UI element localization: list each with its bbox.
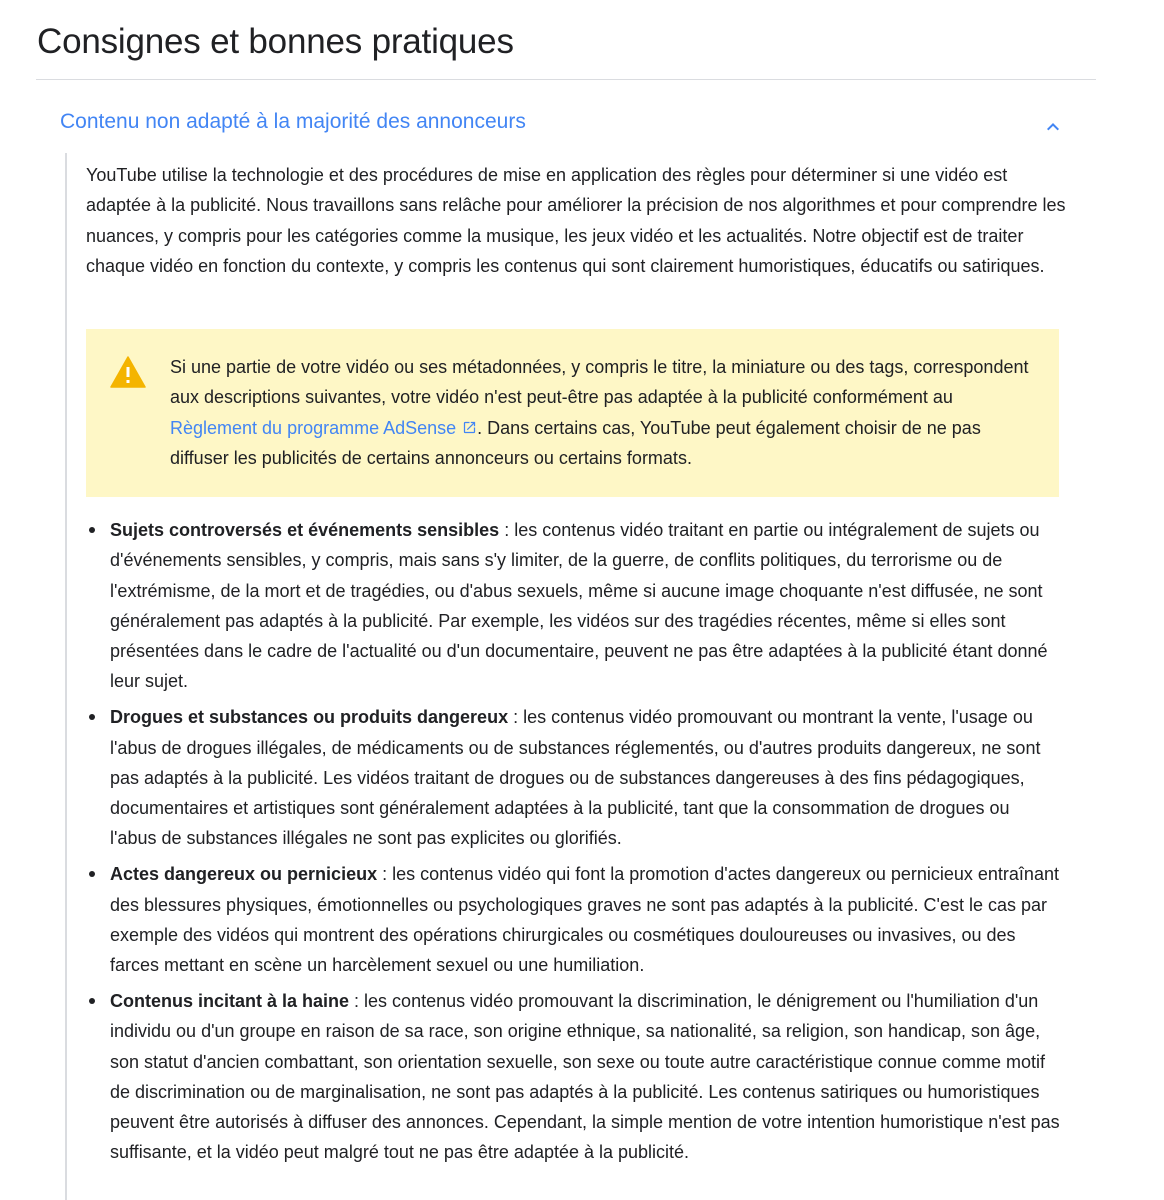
adsense-policy-link-label[interactable]: Règlement du programme AdSense xyxy=(170,417,457,438)
item-term: Contenus incitant à la haine xyxy=(110,990,350,1011)
item-term: Actes dangereux ou pernicieux xyxy=(110,864,378,885)
callout-text xyxy=(170,352,1030,473)
accordion-header[interactable] xyxy=(36,100,1076,148)
warning-callout xyxy=(86,329,1059,497)
list-item xyxy=(110,986,1060,1168)
guideline-list xyxy=(110,515,1060,1173)
list-item xyxy=(110,859,1060,980)
external-link-icon[interactable] xyxy=(462,420,477,435)
warning-icon xyxy=(110,356,146,388)
item-term: Drogues et substances ou produits dangereux xyxy=(110,707,509,728)
list-item xyxy=(110,702,1060,853)
accordion-content xyxy=(65,153,1077,1200)
callout-text-before: Si une partie de votre vidéo ou ses métadonnées, y compris le titre, la miniature ou des tags, correspondent aux descriptions suivantes, votre vidéo n'est peut-être pas adaptée à la publicité conformément au xyxy=(170,357,1029,408)
title-divider xyxy=(36,79,1096,80)
item-description: : les contenus vidéo promouvant ou montrant la vente, l'usage ou l'abus de drogues illégales, de médicaments ou de substances réglementés, ou d'autres produits dangereux, ne sont pas adaptés à la publicité. Les vidéos traitant de drogues ou de substances dangereuses à des fins pédagogiques, documentaires et artistiques sont généralement adaptées à la publicité, tant que la consommation de drogues ou l'abus de substances illégales ne sont pas explicites ou glorifiés. xyxy=(110,707,1041,849)
adsense-policy-link[interactable] xyxy=(170,418,477,438)
intro-paragraph: YouTube utilise la technologie et des procédures de mise en application des règles pour déterminer si une vidéo est adaptée à la publicité. Nous travaillons sans relâche pour améliorer la précision de nos algorithmes et pour comprendre les nuances, y compris pour les catégories comme la musique, les jeux vidéo et les actualités. Notre objectif est de traiter chaque vidéo en fonction du contexte, y compris les contenus qui sont clairement humoristiques, éducatifs ou satiriques. xyxy=(86,165,1066,276)
page-title: Consignes et bonnes pratiques xyxy=(37,22,514,61)
item-description: : les contenus vidéo promouvant la discrimination, le dénigrement ou l'humiliation d'un individu ou d'un groupe en raison de sa race, son origine ethnique, sa nationalité, sa religion, son handicap, son âge, son statut d'ancien combattant, son orientation sexuelle, son sexe ou toute autre caractéristique connue comme motif de discrimination ou de marginalisation, ne sont pas adaptés à la publicité. Les contenus satiriques ou humoristiques peuvent être autorisés à diffuser des annonces. Cependant, la simple mention de votre intention humoristique n'est pas suffisante, et la vidéo peut malgré tout ne pas être adaptée à la publicité. xyxy=(110,990,1060,1163)
list-item xyxy=(110,515,1060,697)
item-term: Sujets controversés et événements sensibles xyxy=(110,520,500,540)
chevron-up-icon[interactable] xyxy=(1041,115,1065,139)
accordion-title[interactable]: Contenu non adapté à la majorité des annonceurs xyxy=(60,110,526,133)
item-description: : les contenus vidéo qui font la promotion d'actes dangereux ou pernicieux entraînant des blessures physiques, émotionnelles ou psychologiques graves ne sont pas adaptés à la publicité. C'est le cas par exemple des vidéos qui montrent des opérations chirurgicales ou cosmétiques douloureuses ou invasives, ou des farces mettant en scène un harcèlement sexuel ou une humiliation. xyxy=(110,864,1059,976)
item-description: : les contenus vidéo traitant en partie ou intégralement de sujets ou d'événements sensibles, y compris, mais sans s'y limiter, de la guerre, de conflits politiques, du terrorisme ou de l'extrémisme, de la mort et de tragédies, ou d'abus sexuels, même si aucune image choquante n'est diffusée, ne sont généralement pas adaptés à la publicité. Par exemple, les vidéos sur des tragédies récentes, même si elles sont présentées dans le cadre de l'actualité ou d'un documentaire, peuvent ne pas être adaptées à la publicité étant donné leur sujet. xyxy=(110,520,1048,692)
callout-text-after: . Dans certains cas, YouTube peut également choisir de ne pas diffuser les publicités de certains annonceurs ou certains formats. xyxy=(170,417,981,468)
